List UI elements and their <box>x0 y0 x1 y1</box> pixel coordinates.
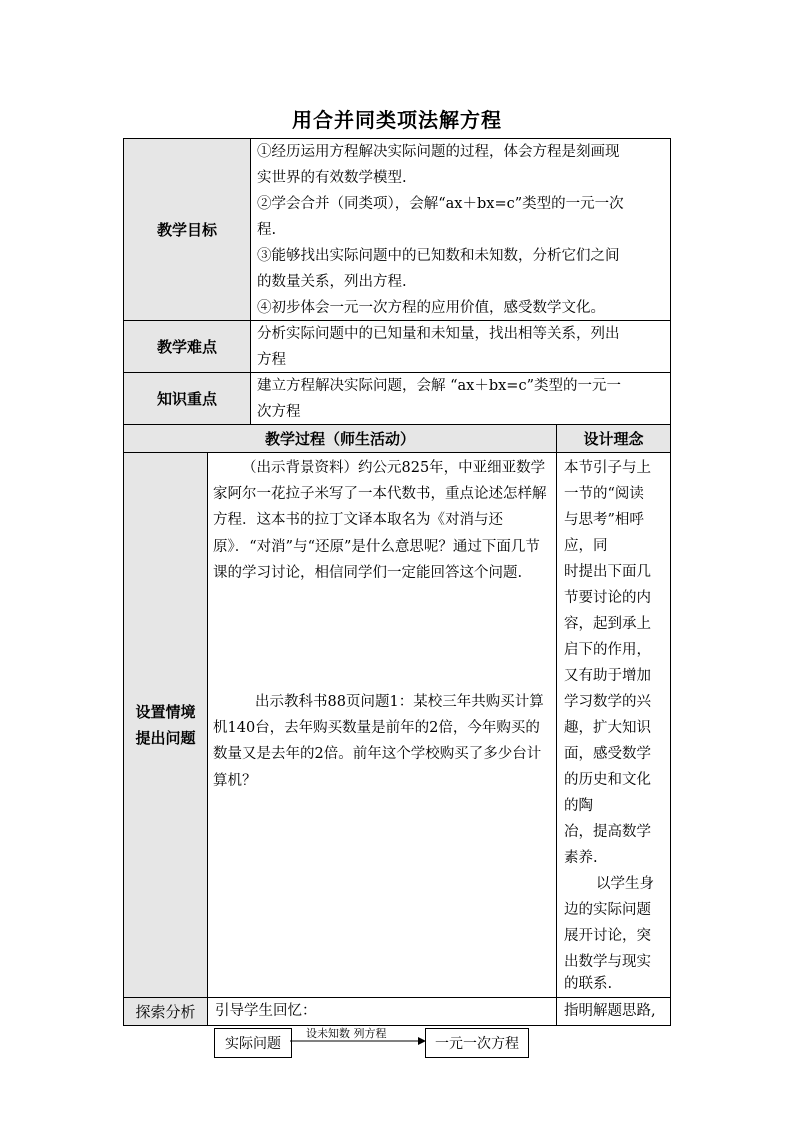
design-line: 启下的作用， <box>564 642 651 658</box>
design-line: 容，起到承上 <box>564 616 651 632</box>
design-line: 学习数学的兴 <box>564 694 651 710</box>
keypoint-label: 知识重点 <box>156 390 217 408</box>
goals-line: 实世界的有效数学模型. <box>257 170 407 186</box>
goals-line: ④初步体会一元一次方程的应用价值，感受数学文化。 <box>257 300 605 316</box>
keypoint-line: 次方程 <box>257 404 301 420</box>
process-header-left: 教学过程（师生活动） <box>264 430 415 448</box>
keypoint-line: 建立方程解决实际问题，会解 “ax＋bx=c”类型的一元一 <box>257 378 621 394</box>
column-divider <box>556 424 557 1026</box>
scenario-label-line1: 设置情境 <box>135 703 196 721</box>
process-header-right: 设计理念 <box>583 430 644 448</box>
flow-box-linear-equation: 一元一次方程 <box>425 1028 529 1058</box>
difficulty-line: 方程 <box>257 352 286 368</box>
goals-line: ②学会合并（同类项），会解“ax＋bx=c”类型的一元一次 <box>257 196 624 212</box>
goals-line: ③能够找出实际问题中的已知数和未知数，分析它们之间 <box>257 248 620 264</box>
column-divider <box>250 138 251 425</box>
design-line: 展开讨论，突 <box>564 928 651 944</box>
goals-line: 的数量关系，列出方程. <box>257 274 407 290</box>
flow-arrow-label: 设未知数 列方程 <box>306 1027 387 1040</box>
page-title: 用合并同类项法解方程 <box>292 108 502 132</box>
design-line: 趣，扩大知识 <box>564 720 651 736</box>
difficulty-label: 教学难点 <box>156 338 217 356</box>
flow-box-actual-problem: 实际问题 <box>214 1028 292 1058</box>
scenario-paragraph-1: （出示背景资料）约公元825年，中亚细亚数学家阿尔一花拉子米写了一本代数书，重点论述怎样解方程．这本书的拉丁文译本取名为《对消与还原》．“对消”与“还原”是什么意思呢？通过下面几节课的学习讨论，相信同学们一定能回答这个问题. <box>213 460 547 581</box>
table-border-bottom <box>123 1025 671 1026</box>
design-line: 面，感受数学 <box>564 746 651 762</box>
design-line: 的历史和文化 <box>564 772 651 788</box>
goals-label: 教学目标 <box>156 221 217 239</box>
scenario-label-line2: 提出问题 <box>135 729 196 747</box>
design-line: 与思考”相呼 <box>564 512 644 528</box>
table-border-right <box>670 138 671 1026</box>
flow-arrow-icon <box>290 1036 426 1046</box>
design-line: 素养. <box>564 850 598 866</box>
explore-design: 指明解题思路, <box>564 1003 656 1019</box>
explore-content: 引导学生回忆： <box>215 1003 317 1019</box>
design-line: 节要讨论的内 <box>564 590 651 606</box>
design-line: 以学生身 <box>596 876 654 892</box>
scenario-paragraph-2: 出示教科书88页问题1：某校三年共购买计算机140台，去年购买数量是前年的2倍，今年购买的数量又是去年的2倍。前年这个学校购买了多少台计算机？ <box>213 694 544 789</box>
design-line: 出数学与现实 <box>564 954 651 970</box>
column-divider <box>207 452 208 1026</box>
design-line: 的陶 <box>564 798 593 814</box>
goals-line: ①经历运用方程解决实际问题的过程，体会方程是刻画现 <box>257 144 620 160</box>
design-line: 应，同 <box>564 538 608 554</box>
design-line: 时提出下面几 <box>564 564 651 580</box>
design-line: 的联系. <box>564 976 613 992</box>
design-line: 边的实际问题 <box>564 902 651 918</box>
difficulty-line: 分析实际问题中的已知量和未知量，找出相等关系，列出 <box>257 326 620 342</box>
design-line: 一节的“阅读 <box>564 486 644 502</box>
goals-line: 程. <box>257 222 277 238</box>
design-line: 冶，提高数学 <box>564 824 651 840</box>
explore-label: 探索分析 <box>135 1003 196 1021</box>
scenario-label <box>124 453 207 997</box>
design-line: 又有助于增加 <box>564 668 651 684</box>
design-line: 本节引子与上 <box>564 460 651 476</box>
